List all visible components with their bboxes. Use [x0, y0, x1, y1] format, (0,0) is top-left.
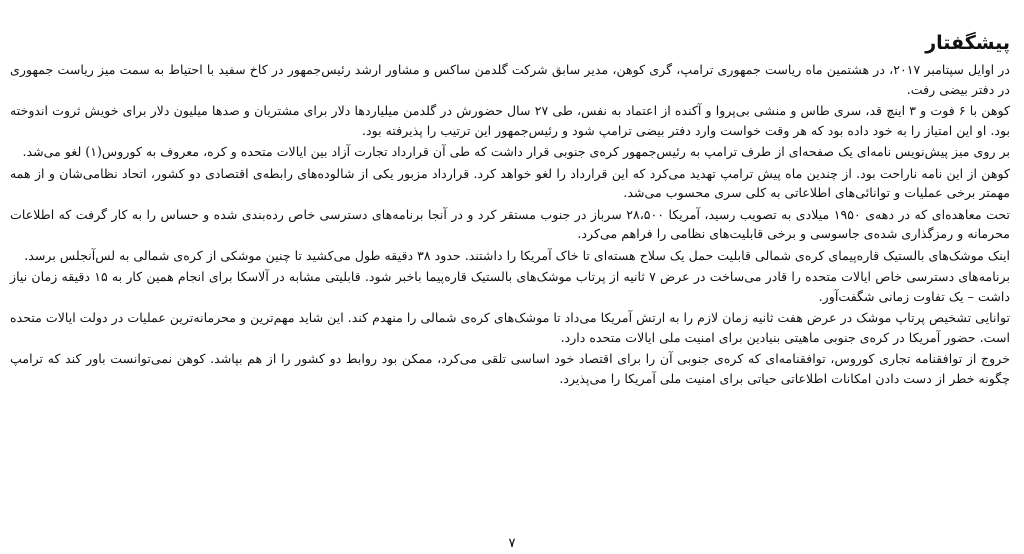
- paragraph: کوهن با ۶ فوت و ۳ اینچ قد، سری طاس و منشی بی‌پروا و آکنده از اعتماد به نفس، طی ۲۷ سال حضورش در گلدمن میلیاردها دلار برای مشتریان و صدها میلیون دلار برای خویش ثروت اندوخته بود. او این امتیاز را به خود داده بود که هر وقت خواست وارد دفتر بیضی ترامپ شود و رئیس‌جمهور این ترتیب را پذیرفته بود.: [10, 103, 1011, 138]
- paragraph: توانایی تشخیص پرتاپ موشک در عرض هفت ثانیه زمان لازم را به ارتش آمریکا می‌داد تا موشک‌های کره‌ی شمالی را منهدم کند. این شاید مهم‌ترین و محرمانه‌ترین عملیات در دولت ایالات متحده است. حضور آمریکا در کره‌ی جنوبی ماهیتی بنیادین برای امنیت ملی ایالات متحده دارد.: [10, 310, 1010, 345]
- page-number: ۷: [508, 536, 516, 551]
- paragraph: در اوایل سپتامبر ۲۰۱۷، در هشتمین ماه ریاست جمهوری ترامپ، گری کوهن، مدیر سابق شرکت گلدمن ساکس و مشاور ارشد رئیس‌جمهور در کاخ سفید با احتیاط به سمت میز ریاست جمهوری در دفتر بیضی رفت.: [10, 62, 1010, 97]
- section-title: پیشگفتار: [925, 32, 1010, 54]
- paragraph: اینک موشک‌های بالستیک قاره‌پیمای کره‌ی شمالی قابلیت حمل یک سلاح هسته‌ای تا خاک آمریکا را داشتند. حدود ۳۸ دقیقه طول می‌کشید تا چنین موشکی از کره‌ی شمالی به لس‌آنجلس برسد.: [24, 247, 1010, 263]
- paragraph: خروج از توافقنامه تجاری کوروس، توافقنامه‌ای که کره‌ی جنوبی آن را برای اقتصاد خود اساسی تلقی می‌کرد، ممکن بود روابط دو کشور را از هم بپاشد. کوهن نمی‌توانست باور کند که ترامپ چگونه خطر از دست دادن امکانات اطلاعاتی حیاتی برای امنیت ملی آمریکا را می‌پذیرد.: [10, 351, 1010, 386]
- paragraph: بر روی میز پیش‌نویس نامه‌ای یک صفحه‌ای از طرف ترامپ به رئیس‌جمهور کره‌ی جنوبی قرار داشت که طی آن قرارداد تجارت آزاد بین ایالات متحده و کره، معروف به کوروس(۱) لغو می‌شد.: [22, 144, 1010, 159]
- paragraph: برنامه‌های دسترسی خاص ایالات متحده را قادر می‌ساخت در عرض ۷ ثانیه از پرتاب موشک‌های بالستیک قاره‌پیما باخبر شود. قابلیتی مشابه در آلاسکا برای انجام همین کار به ۱۵ دقیقه زمان نیاز داشت – یک تفاوت زمانی شگفت‌آور.: [10, 269, 1010, 304]
- paragraph: کوهن از این نامه ناراحت بود. از چندین ماه پیش ترامپ تهدید می‌کرد که این قرارداد را لغو خواهد کرد. قرارداد مزبور یکی از شالوده‌های رابطه‌ی اقتصادی دو کشور، اتحاد نظامی‌شان و از همه مهمتر برخی عملیات و توانائی‌های اطلاعاتی به کلی سری محسوب می‌شد.: [10, 165, 1010, 200]
- paragraph: تحت معاهده‌ای که در دهه‌ی ۱۹۵۰ میلادی به تصویب رسید، آمریکا ۲۸،۵۰۰ سرباز در جنوب مستقر کرد و در آنجا برنامه‌های دسترسی خاص رده‌بندی شده و حساس را به کار گرفت که اطلاعات محرمانه و رمزگذاری شده‌ی جاسوسی و برخی قابلیت‌های نظامی را فراهم می‌کرد.: [10, 206, 1010, 241]
